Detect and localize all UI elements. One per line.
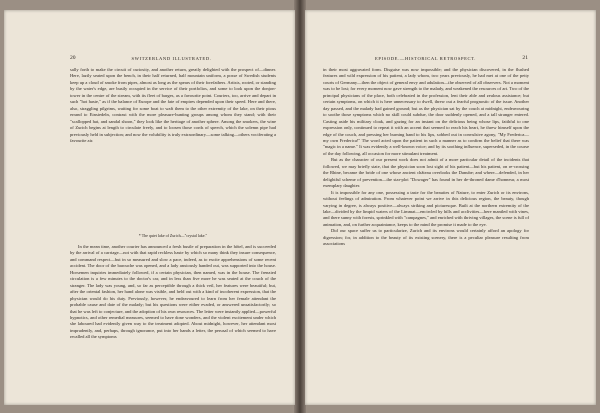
left-page xyxy=(4,10,295,405)
footnote: * The quiet lake of Zurich—"crystal lake." xyxy=(138,233,208,238)
page-number: 20 xyxy=(70,55,76,61)
paragraph: But as the character of our present work does not admit of a more particular detail of the incidents that followed, we may briefly state, that the physician soon lost sight of his patient—but his patient, on re-crossing the Rhine, became the bride of one whose ancient château overlooks the Danube; and where—defended, in her delightful scheme of prevention—the star-plot "Dowager" has found in her de-throned dame d'honneur, a most exemplary daughter. xyxy=(323,157,529,189)
left-page-body-bottom xyxy=(70,244,276,341)
left-page-body-top xyxy=(70,67,276,144)
paragraph: In the mean time, another courier has announced a fresh bustle of preparation in the hôtel, and is succeeded by the arrival of a carriage—not with that rapid reckless haste by which so many think they insure consequence, and command respect—but in so measured and slow a pace, indeed, as to excite apprehensions of some recent accident. The door of the barouche was opened, and a lady anxiously handed out, was supported into the house. Horsemen inquiries immediately followed, if a certain physician, then named, was in the house. The frenzied circulation is a few minutes to the doctor's car, and in less than five more he was seated at the couch of the stranger. The lady was young, and, so far as perceptible through a thick veil, her features were beautiful; but, after the oriental fashion, her hand alone was visible, and held out with a kind of incoherent expression, that the physician would do his duty. Previously, however, he endeavoured to learn from her female attendant the probable cause and date of the malady; but his questions were either evaded, or answered unsatisfactorily; so that he was left to conjecture, and the adoption of his own resources. The letter were instantly applied—powerful hypnotics, and other remedial measures, seemed to have done wonders, and the violent excitement under which she laboured had evidently given way to the treatment adopted. About midnight, however, her attendant most imprudently, and, perhaps, through ignorance, put into her hands a letter, the perusal of which seemed to have recalled all the symptoms xyxy=(70,244,276,340)
paragraph: Did our space suffer us to particularize, Zurich and its environs would certainly afford an apology for digression; for, in addition to the beauty of its existing scenery, there is a peculiar pleasure resulting from associations xyxy=(323,228,529,247)
paragraph: sally forth to make the circuit of curiosity, and another return, greatly delighted with the prospect of—dinner. Here, lazily seated upon the bench, in their half returned, half mountain uniform, a posse of Swedish students keep up a cloud of smoke from pipes, almost as long as the spears of their forefathers. Artists, rooted, or standing by the water's edge, are busily occupied in the service of their portfolios, and some to look upon the donjon-tower in the centre of the stream, with its fleet of barges, as a favourite point. Couriers, too, arrive and depart in such "hot haste," as if the balance of Europe and the fate of empires depended upon their speed. Here and there, also, straggling pilgrims, waiting for some boat to waft them to the other extremity of the lake, on their pious errand to Einsiedeln, contrast with the more pleasure-hunting groups among whom they stand; with their "scallopped hat, and sandal shoon," they look like the heritage of another sphere. Among the smokers, the wine of Zurich begins at length to circulate freely, and to loosen those cords of speech, which the solemn pipe had previously held in subjection; and now the volubility is truly extraordinary—some talking—others vociferating a favourite air. xyxy=(70,67,276,143)
paragraph: It is impossible for any one, possessing a taste for the beauties of Nature, to enter Zurich or its environs, without feelings of admiration. From whatever point we arrive in this delicious region, the beauty, though varying in degree, is always positive—always striking and picturesque. Built at the northern extremity of the lake—divided by the limpid waters of the Limmat—encircled by hills and acclivities—here mantled with vines, and there sunny with forests, sprinkled with "campagnes," and enriched with thriving villages, the scene is full of animation, and, on further acquaintance, keeps to the mind the promise it made to the eye. xyxy=(323,189,529,227)
page-number: 21 xyxy=(522,55,528,61)
paragraph: in their most aggravated form. Disguise was now impossible; and the physician discovered, in the flushed features and wild expression of his patient, a lady whom, two years previously, he had met at one of the petty courts of Germany—then the object of general envy and adulation—the observed of all observers. Not a moment was to be lost; for every moment now gave strength to the malady, and weakened the resources of art. Two of the principal physicians of the place, both celebrated in the profession, lent their able and zealous assistance; but certain symptoms, on which it is here unnecessary to dwell, threw out a fearful prognostic of the issue. Another day passed, and the malady had gained ground; but as the physician sat by the couch at midnight, endeavouring to soothe those symptoms which no skill could subdue, the door suddenly opened, and a tall stranger entered. Casting aside his military cloak, and gazing for an instant on the delirious being whose lips, faithful to one expression only, continued to repeat it with an accent that seemed to reach his heart, he threw himself upon the edge of the couch, and pressing her burning hand to his lips, sobbed out in convulsive agony, "My Frederica—my own Frederica!" The word acted upon the patient in such a manner as to confirm the belief that there was "magic in a name." It was evidently a well-known voice; and by its soothing influence, superseded, in the course of the day following, all occasion for more stimulant treatment. xyxy=(323,67,529,156)
right-page xyxy=(305,10,596,405)
right-page-body xyxy=(323,67,529,248)
running-head: EPISODE.—HISTORICAL RETROSPECT. xyxy=(374,56,477,61)
running-head: SWITZERLAND ILLUSTRATED. xyxy=(131,56,212,61)
